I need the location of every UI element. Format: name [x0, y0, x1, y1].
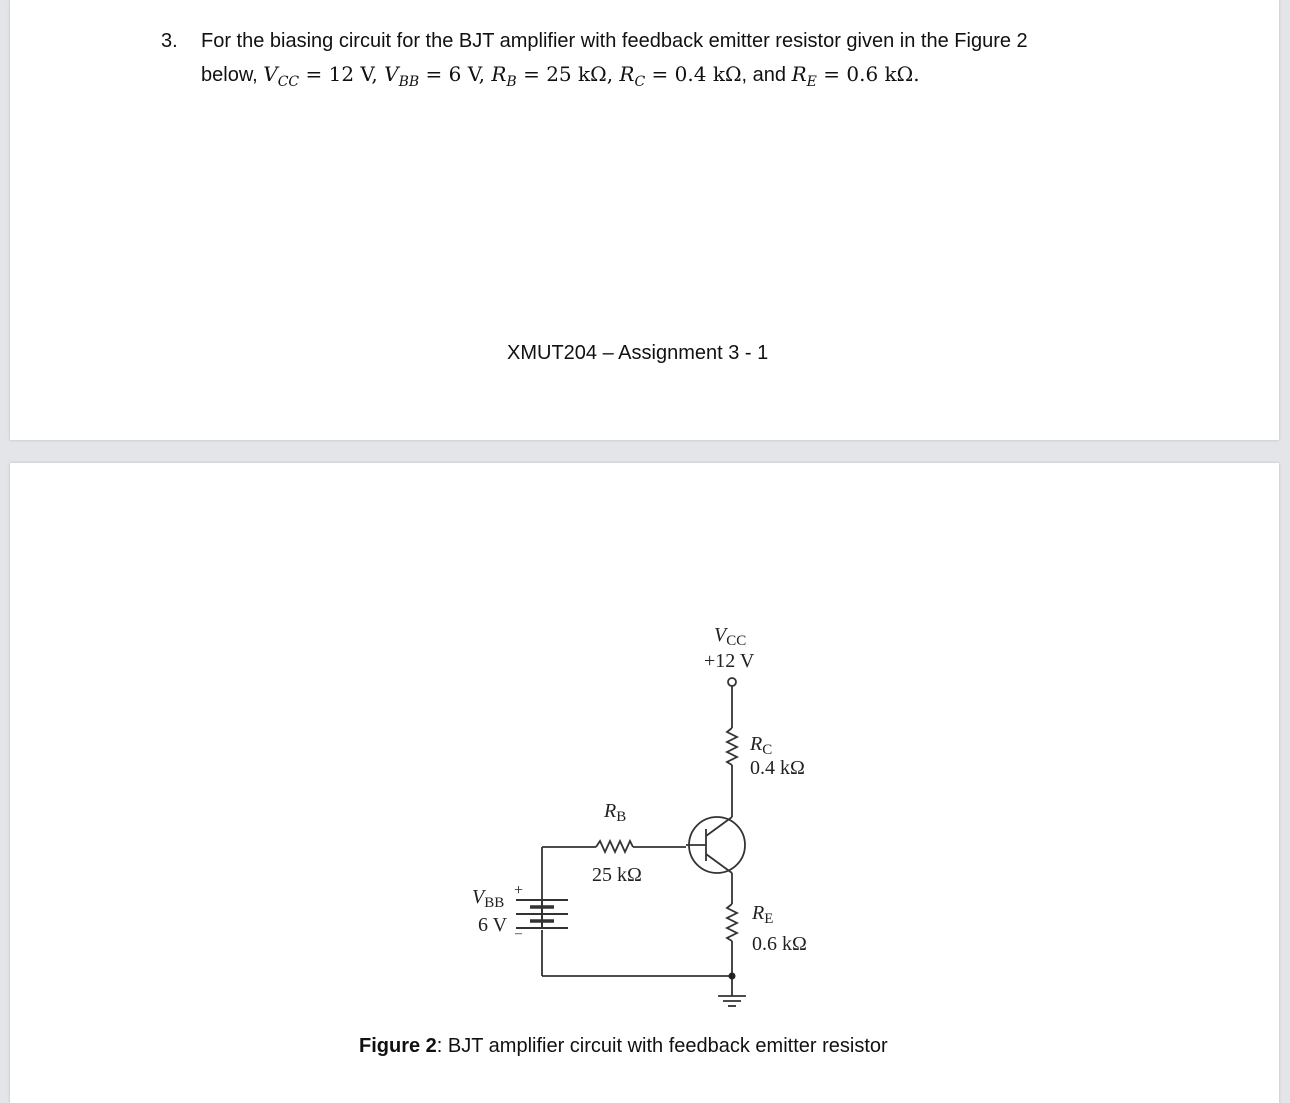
vbb-subscript: BB [398, 74, 420, 90]
re-resistor [727, 904, 737, 941]
vcc-value: = 12 V, [299, 62, 385, 86]
rb-label: $R_B$ [604, 800, 627, 825]
vcc-value-label: +12 V [704, 650, 755, 672]
emitter-node-dot [729, 973, 736, 980]
vbb-minus-sign: – [515, 926, 522, 941]
re-symbol: R [791, 62, 807, 86]
rc-spec [619, 62, 742, 90]
question-line-2 [201, 62, 920, 90]
vbb-battery [516, 900, 568, 928]
re-subscript: E [806, 74, 817, 90]
rc-label: $R_C$ [750, 733, 773, 758]
rc-subscript: C [634, 74, 646, 90]
vbb-value: = 6 V, [419, 62, 492, 86]
rb-value-label: 25 kΩ [592, 864, 642, 886]
bjt-collector-lead [706, 817, 732, 836]
rb-subscript: B [506, 74, 517, 90]
re-spec [791, 62, 920, 90]
vcc-symbol: V [263, 62, 278, 86]
page-2 [10, 463, 1279, 1103]
question-number: 3. [161, 30, 178, 52]
figure-caption-text: : BJT amplifier circuit with feedback emitter resistor [436, 1035, 888, 1057]
vbb-plus-sign: + [514, 882, 524, 899]
re-label: $R_E$ [752, 902, 774, 927]
bjt-emitter-lead [706, 854, 732, 873]
page-1 [10, 0, 1279, 440]
figure-caption-label: Figure 2 [359, 1035, 437, 1057]
vcc-terminal [728, 678, 736, 686]
figure-caption [359, 1035, 888, 1058]
rc-resistor [727, 728, 737, 765]
question-line-2-prefix: below, [201, 64, 264, 86]
rc-value-label: 0.4 kΩ [750, 757, 805, 779]
rc-value: = 0.4 kΩ [645, 62, 742, 86]
vcc-label: $V_{CC}$ [714, 624, 747, 649]
rb-symbol: R [491, 62, 507, 86]
vbb-spec [384, 62, 492, 90]
rc-symbol: R [619, 62, 635, 86]
re-value-label: 0.6 kΩ [752, 933, 807, 955]
rb-resistor [596, 841, 633, 852]
vbb-label: $V_{BB}$ [472, 886, 505, 911]
rb-spec [491, 62, 620, 90]
rb-value: = 25 kΩ, [516, 62, 620, 86]
question-line-1: For the biasing circuit for the BJT amplifier with feedback emitter resistor given in the Figure 2 [201, 30, 1028, 52]
vcc-spec [263, 62, 385, 90]
vcc-subscript: CC [277, 74, 300, 90]
and-text: , and [741, 64, 792, 86]
vbb-value-label: 6 V [478, 914, 508, 936]
bjt-circuit-diagram [10, 463, 1279, 1103]
page-footer: XMUT204 – Assignment 3 - 1 [507, 342, 769, 364]
re-value: = 0.6 kΩ. [816, 62, 920, 86]
vbb-symbol: V [384, 62, 399, 86]
